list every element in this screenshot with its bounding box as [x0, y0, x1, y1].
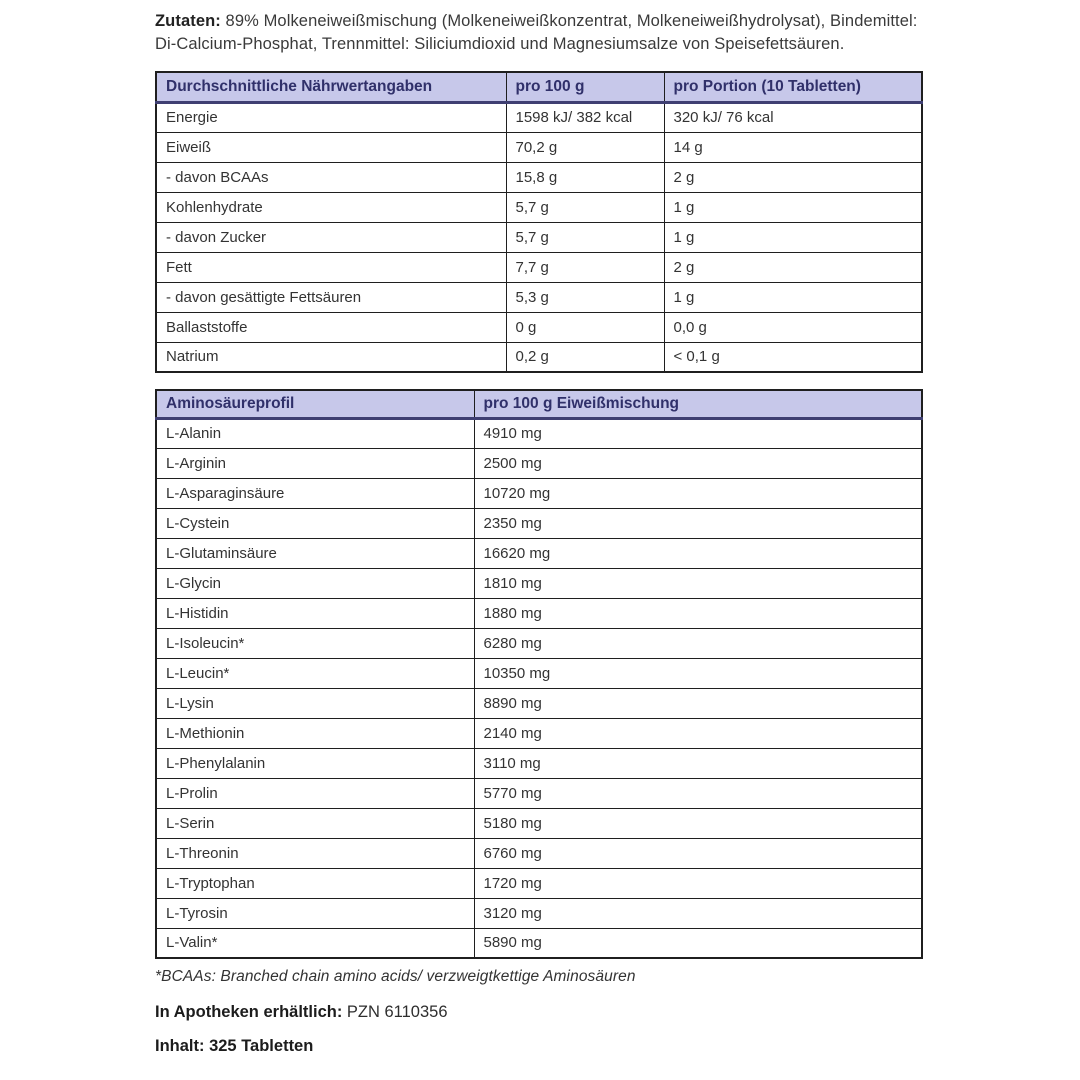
- table-cell: Eiweiß: [156, 132, 506, 162]
- nutrition-header-per-100g: pro 100 g: [506, 72, 664, 102]
- pzn-number: PZN 6110356: [342, 1003, 448, 1021]
- amino-header-per-100g: pro 100 g Eiweißmischung: [474, 390, 922, 418]
- table-cell: 6280 mg: [474, 628, 922, 658]
- table-row: [156, 162, 922, 192]
- table-cell: L-Histidin: [156, 598, 474, 628]
- table-cell: L-Arginin: [156, 448, 474, 478]
- table-cell: 14 g: [664, 132, 922, 162]
- amino-table-header-row: [156, 390, 922, 418]
- table-row: [156, 282, 922, 312]
- table-row: [156, 448, 922, 478]
- table-cell: 0,2 g: [506, 342, 664, 372]
- table-cell: 2500 mg: [474, 448, 922, 478]
- nutrition-header-per-portion: pro Portion (10 Tabletten): [664, 72, 922, 102]
- ingredients-label: Zutaten:: [155, 12, 221, 30]
- table-row: [156, 342, 922, 372]
- table-cell: 5180 mg: [474, 808, 922, 838]
- table-cell: Natrium: [156, 342, 506, 372]
- table-cell: L-Threonin: [156, 838, 474, 868]
- table-cell: 5,7 g: [506, 192, 664, 222]
- table-cell: Kohlenhydrate: [156, 192, 506, 222]
- bcaa-footnote: *BCAAs: Branched chain amino acids/ verzweigtkettige Aminosäuren: [155, 968, 636, 985]
- table-cell: 2 g: [664, 252, 922, 282]
- table-row: [156, 928, 922, 958]
- ingredients-text: 89% Molkeneiweißmischung (Molkeneiweißkonzentrat, Molkeneiweißhydrolysat), Bindemittel: Di-Calcium-Phosphat, Trennmittel: Siliciumdioxid und Magnesiumsalze von Speisefettsäuren.: [155, 12, 918, 53]
- table-row: [156, 508, 922, 538]
- table-cell: L-Serin: [156, 808, 474, 838]
- table-row: [156, 132, 922, 162]
- table-cell: 2 g: [664, 162, 922, 192]
- table-cell: Ballaststoffe: [156, 312, 506, 342]
- table-cell: L-Phenylalanin: [156, 748, 474, 778]
- table-cell: 1880 mg: [474, 598, 922, 628]
- table-cell: 1 g: [664, 282, 922, 312]
- table-row: [156, 192, 922, 222]
- table-cell: L-Isoleucin*: [156, 628, 474, 658]
- table-cell: L-Prolin: [156, 778, 474, 808]
- table-cell: < 0,1 g: [664, 342, 922, 372]
- table-row: [156, 628, 922, 658]
- table-cell: L-Methionin: [156, 718, 474, 748]
- table-row: [156, 598, 922, 628]
- table-cell: L-Asparaginsäure: [156, 478, 474, 508]
- table-cell: Fett: [156, 252, 506, 282]
- amino-acid-table: [155, 389, 923, 959]
- table-cell: 1 g: [664, 222, 922, 252]
- table-row: [156, 538, 922, 568]
- table-cell: 4910 mg: [474, 418, 922, 448]
- content-label: Inhalt:: [155, 1037, 205, 1055]
- table-cell: L-Leucin*: [156, 658, 474, 688]
- table-cell: 2140 mg: [474, 718, 922, 748]
- table-cell: L-Glycin: [156, 568, 474, 598]
- pharmacy-line: [155, 1003, 921, 1022]
- table-cell: 10350 mg: [474, 658, 922, 688]
- table-row: [156, 312, 922, 342]
- table-cell: L-Cystein: [156, 508, 474, 538]
- ingredients-paragraph: [155, 10, 935, 56]
- table-row: [156, 102, 922, 132]
- table-cell: Energie: [156, 102, 506, 132]
- table-cell: 5,3 g: [506, 282, 664, 312]
- table-row: [156, 252, 922, 282]
- table-row: [156, 478, 922, 508]
- table-cell: L-Alanin: [156, 418, 474, 448]
- pharmacy-label: In Apotheken erhältlich:: [155, 1003, 343, 1021]
- table-row: [156, 838, 922, 868]
- nutrition-label-page: [155, 10, 921, 1056]
- table-row: [156, 418, 922, 448]
- table-cell: L-Tryptophan: [156, 868, 474, 898]
- table-cell: 6760 mg: [474, 838, 922, 868]
- table-row: [156, 898, 922, 928]
- table-cell: 5770 mg: [474, 778, 922, 808]
- table-cell: 16620 mg: [474, 538, 922, 568]
- content-value: 325 Tabletten: [204, 1037, 314, 1055]
- table-cell: - davon BCAAs: [156, 162, 506, 192]
- table-row: [156, 658, 922, 688]
- table-cell: 3110 mg: [474, 748, 922, 778]
- table-cell: L-Glutaminsäure: [156, 538, 474, 568]
- table-cell: - davon gesättigte Fettsäuren: [156, 282, 506, 312]
- content-line: [155, 1037, 921, 1056]
- table-cell: 1810 mg: [474, 568, 922, 598]
- table-cell: L-Lysin: [156, 688, 474, 718]
- table-cell: 1598 kJ/ 382 kcal: [506, 102, 664, 132]
- table-row: [156, 688, 922, 718]
- amino-header-name: Aminosäureprofil: [156, 390, 474, 418]
- table-cell: 10720 mg: [474, 478, 922, 508]
- table-row: [156, 718, 922, 748]
- table-cell: 1 g: [664, 192, 922, 222]
- table-row: [156, 222, 922, 252]
- table-cell: 2350 mg: [474, 508, 922, 538]
- table-row: [156, 748, 922, 778]
- table-cell: - davon Zucker: [156, 222, 506, 252]
- table-cell: L-Tyrosin: [156, 898, 474, 928]
- table-row: [156, 868, 922, 898]
- table-cell: 0 g: [506, 312, 664, 342]
- table-cell: 0,0 g: [664, 312, 922, 342]
- table-row: [156, 568, 922, 598]
- table-cell: 70,2 g: [506, 132, 664, 162]
- nutrition-table-header-row: [156, 72, 922, 102]
- nutrition-table: [155, 71, 923, 373]
- nutrition-header-name: Durchschnittliche Nährwertangaben: [156, 72, 506, 102]
- table-cell: 320 kJ/ 76 kcal: [664, 102, 922, 132]
- table-row: [156, 808, 922, 838]
- table-cell: L-Valin*: [156, 928, 474, 958]
- table-cell: 1720 mg: [474, 868, 922, 898]
- table-cell: 8890 mg: [474, 688, 922, 718]
- table-cell: 5,7 g: [506, 222, 664, 252]
- table-cell: 7,7 g: [506, 252, 664, 282]
- table-row: [156, 778, 922, 808]
- table-cell: 15,8 g: [506, 162, 664, 192]
- table-cell: 3120 mg: [474, 898, 922, 928]
- table-cell: 5890 mg: [474, 928, 922, 958]
